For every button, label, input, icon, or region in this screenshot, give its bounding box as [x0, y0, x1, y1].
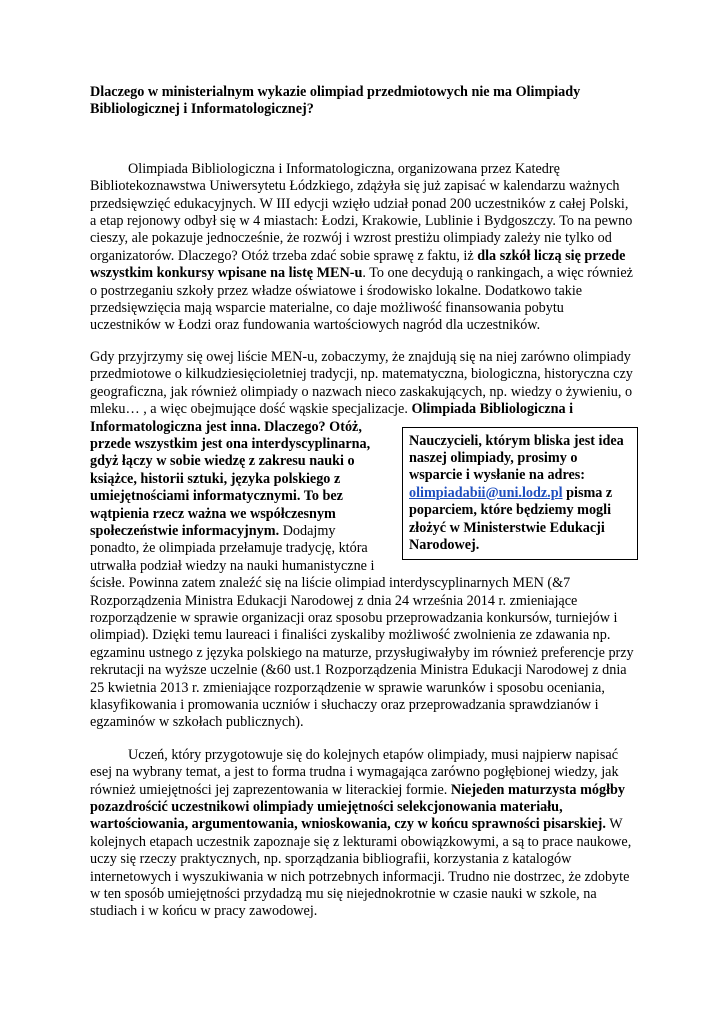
paragraph-intro-text-2: . To one decydują o rankingach, a więc również o postrzeganiu szkoły przez władze oświatowe i środowisko lokalne. Dodatkowo takie przedsięwzięcia mają wsparcie materialne, co daje możliwość finansowania pobytu uczestników w Łodzi oraz fundowania wartościowych nagród dla uczestników. [90, 265, 633, 334]
appeal-box-text-2: pisma z poparciem, które będziemy mogli złożyć w Ministerstwie Edukacji Narodowej. [409, 484, 613, 553]
document-page [90, 84, 638, 921]
paragraph-essay-text-2: W kolejnych etapach uczestnik zapoznaje się z lekturami obowiązkowymi, a są to prace naukowe, uczy się rzeczy praktycznych, np. sporządzania bibliografii, korzystania z katalogów internetowych i wyszukiwania w nich potrzebnych informacji. Trudno nie dostrzec, że zdobyte w ten sposób umiejętności przydadzą mu się niejednokrotnie w czasie nauki w szkole, na studiach i w końcu w pracy zawodowej. [90, 816, 632, 920]
paragraph-intro [90, 161, 638, 335]
appeal-box-text-1: Nauczycieli, którym bliska jest idea naszej olimpiady, prosimy o wsparcie i wysłanie na adres: [409, 432, 624, 484]
paragraph-list-bold: Olimpiada Bibliologiczna i Informatologiczna jest inna. Dlaczego? Otóż, przede wszystkim jest ona interdyscyplinarna, gdyż łączy w sobie wiedzę z zakresu nauki o książce, historii sztuki, języka polskiego z umiejętnościami informatycznymi. To bez wątpienia rzecz ważna we współczesnym społeczeństwie informacyjnym. [90, 401, 574, 539]
document-title: Dlaczego w ministerialnym wykazie olimpiad przedmiotowych nie ma Olimpiady Bibliologicznej i Informatologicznej? [90, 84, 581, 118]
appeal-box [402, 427, 638, 561]
paragraph-list-text-1: Gdy przyjrzymy się owej liście MEN-u, zobaczymy, że znajdują się na niej zarówno olimpiady przedmiotowe o kilkudziesięcioletniej tradycji, np. matematyczna, biologiczna, historyczna czy geograficzna, jak również olimpiady o nazwach nieco zaskakujących, np. wiedzy o żywieniu, o mleku… , a więc obejmujące dość wąskie specjalizacje. [90, 348, 633, 418]
paragraph-essay [90, 747, 638, 921]
paragraph-essay-text-1: Uczeń, który przygotowuje się do kolejnych etapów olimpiady, musi najpierw napisać esej na wybrany temat, a jest to forma trudna i wymagająca zarówno pogłębionej wiedzy, jak również umiejętności jej zaprezentowania w literackiej formie. [90, 746, 619, 798]
paragraph-intro-bold: dla szkół liczą się przede wszystkim konkursy wpisane na listę MEN-u [90, 247, 626, 282]
email-link[interactable]: olimpiadabii@uni.lodz.pl [409, 484, 563, 501]
paragraph-list [90, 349, 638, 732]
paragraph-intro-text-1: Olimpiada Bibliologiczna i Informatologiczna, organizowana przez Katedrę Bibliotekoznawstwa Uniwersytetu Łódzkiego, zdążyła się już zapisać w kalendarzu ważnych przedsięwzięć edukacyjnych. W III edycji wzięło udział ponad 200 uczestników z całej Polski, a etap rejonowy odbył się w 4 miastach: Łodzi, Krakowie, Lublinie i Bydgoszczy. To na pewno cieszy, ale pokazuje jednocześnie, że rozwój i wzrost prestiżu olimpiady zależy nie tylko od organizatorów. Dlaczego? Otóż trzeba zdać sobie sprawę z faktu, iż [90, 160, 633, 264]
paragraph-essay-bold: Niejeden maturzysta mógłby pozazdrościć uczestnikowi olimpiady umiejętności selekcjonowania materiału, wartościowania, argumentowania, wnioskowania, czy w końcu sprawności pisarskiej. [90, 781, 626, 833]
paragraph-list-text-2: Dodajmy ponadto, że olimpiada przełamuje tradycję, która utrwalła podział wiedzy na nauki humanistyczne i ścisłe. Powinna zatem znaleźć się na liście olimpiad interdyscyplinarnych MEN (&7 Rozporządzenia Ministra Edukacji Narodowej z dnia 24 września 2014 r. zmieniające rozporządzenie w sprawie organizacji oraz sposobu przeprowadzania konkursów, turniejów i olimpiad). Dzięki temu laureaci i finaliści zyskaliby możliwość zwolnienia ze zdawania np. egzaminu ustnego z języka polskiego na maturze, przysługiwałyby im również preferencje przy rekrutacji na wyższe uczelnie (&60 ust.1 Rozporządzenia Ministra Edukacji Narodowej z dnia 25 kwietnia 2013 r. zmieniające rozporządzenie w sprawie warunków i sposobu oceniania, klasyfikowania i promowania uczniów i słuchaczy oraz przeprowadzania sprawdzianów i egzaminów w szkołach publicznych). [90, 522, 634, 731]
